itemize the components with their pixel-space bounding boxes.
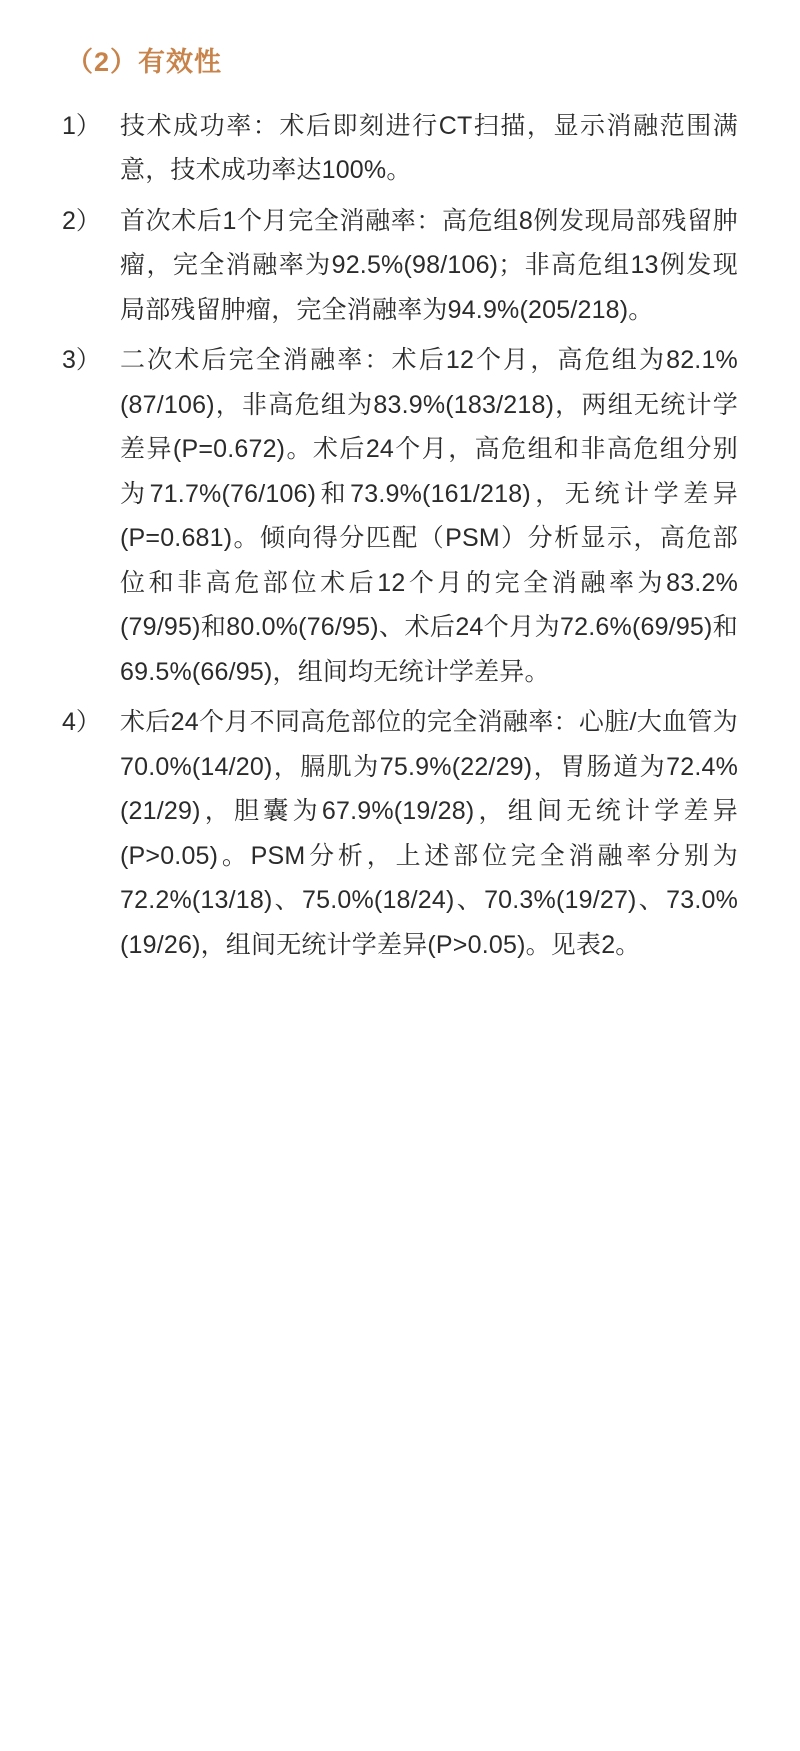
list-item-text: 二次术后完全消融率：术后12个月，高危组为82.1%(87/106)，非高危组为83.9%(183/218)，两组无统计学差异(P=0.672)。术后24个月，高危组和非高危组分别为71.7%(76/106)和73.9%(161/218)，无统计学差异(P=0.681)。倾向得分匹配（PSM）分析显示，高危部位和非高危部位术后12个月的完全消融率为83.2%(79/95)和80.0%(76/95)、术后24个月为72.6%(69/95)和69.5%(66/95)，组间均无统计学差异。 <box>120 346 738 686</box>
list-item <box>62 199 738 333</box>
numbered-list <box>62 104 738 968</box>
list-item-marker: 1） <box>62 111 101 140</box>
list-item-text: 术后24个月不同高危部位的完全消融率：心脏/大血管为70.0%(14/20)，膈肌为75.9%(22/29)，胃肠道为72.4%(21/29)，胆囊为67.9%(19/28)，组间无统计学差异(P>0.05)。PSM分析，上述部位完全消融率分别为72.2%(13/18)、75.0%(18/24)、70.3%(19/27)、73.0%(19/26)，组间无统计学差异(P>0.05)。见表2。 <box>120 708 738 959</box>
list-item-text: 首次术后1个月完全消融率：高危组8例发现局部残留肿瘤，完全消融率为92.5%(98/106)；非高危组13例发现局部残留肿瘤，完全消融率为94.9%(205/218)。 <box>120 206 738 324</box>
list-item <box>62 338 738 694</box>
list-item-marker: 2） <box>62 206 101 235</box>
list-item-marker: 4） <box>62 708 101 737</box>
list-item-marker: 3） <box>62 346 101 375</box>
list-item <box>62 700 738 967</box>
section-heading: （2）有效性 <box>66 47 223 77</box>
list-item-text: 技术成功率：术后即刻进行CT扫描，显示消融范围满意，技术成功率达100%。 <box>120 111 738 185</box>
list-item <box>62 104 738 193</box>
